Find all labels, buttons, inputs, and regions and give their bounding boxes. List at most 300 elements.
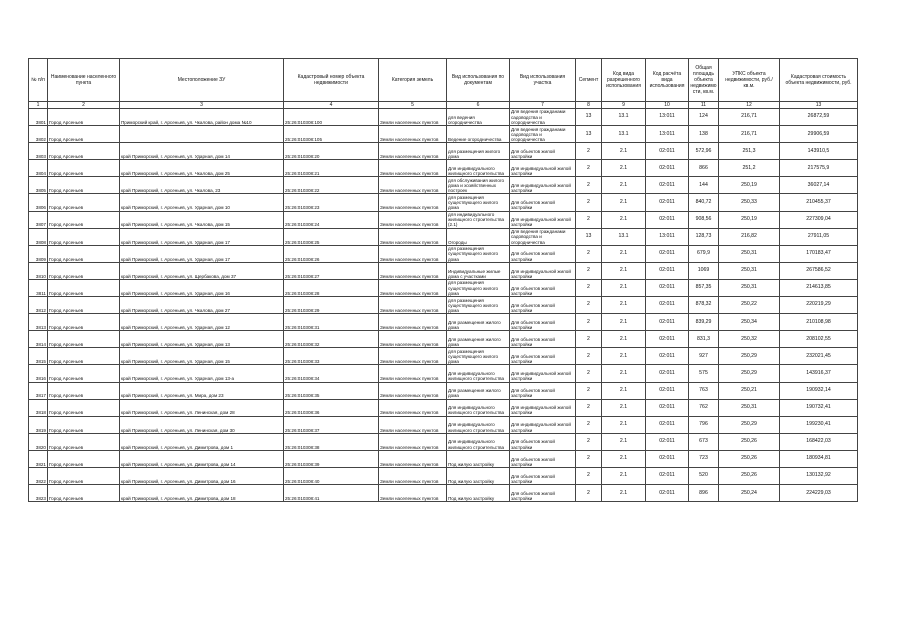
segment-cell: 2 bbox=[576, 467, 602, 484]
column-number: 1 bbox=[29, 102, 48, 109]
column-header: Категория земель bbox=[379, 59, 447, 102]
settlement-name-cell: Город Арсеньев bbox=[48, 126, 120, 143]
cadastral-value-cell: 190732,41 bbox=[780, 399, 858, 416]
row-number-cell: 3803 bbox=[29, 143, 48, 160]
settlement-name-cell: Город Арсеньев bbox=[48, 348, 120, 365]
table-row bbox=[29, 467, 858, 484]
column-number: 2 bbox=[48, 102, 120, 109]
use-by-documents-cell: Для индивидуального жилищного строительства bbox=[447, 160, 510, 177]
cadastral-value-cell: 199230,41 bbox=[780, 416, 858, 433]
segment-cell: 2 bbox=[576, 450, 602, 467]
cadastral-number-cell: 25:26:010308:27 bbox=[284, 262, 379, 279]
use-by-documents-cell: Под жилую застройку bbox=[447, 485, 510, 502]
segment-cell: 2 bbox=[576, 177, 602, 194]
use-calc-code-cell: 02:011 bbox=[646, 245, 689, 262]
table-row bbox=[29, 348, 858, 365]
land-category-cell: Земли населенных пунктов bbox=[379, 467, 447, 484]
land-category-cell: Земли населенных пунктов bbox=[379, 177, 447, 194]
settlement-name-cell: Город Арсеньев bbox=[48, 228, 120, 245]
use-calc-code-cell: 13:011 bbox=[646, 228, 689, 245]
area-cell: 839,29 bbox=[689, 314, 719, 331]
row-number-cell: 3817 bbox=[29, 382, 48, 399]
upks-value-cell: 250,31 bbox=[719, 245, 780, 262]
column-header: Наименование населенного пункта bbox=[48, 59, 120, 102]
plot-location-cell: край Приморский, г. Арсеньев, ул. Ленинская, дом 28 bbox=[120, 399, 284, 416]
plot-location-cell: край Приморский, г. Арсеньев, ул. Ударная, дом 14 bbox=[120, 143, 284, 160]
column-header: Общая площадь объекта недвижимо сти, кв.м. bbox=[689, 59, 719, 102]
column-number: 11 bbox=[689, 102, 719, 109]
area-cell: 896 bbox=[689, 485, 719, 502]
use-calc-code-cell: 02:011 bbox=[646, 279, 689, 296]
column-number: 5 bbox=[379, 102, 447, 109]
permitted-use-code-cell: 2.1 bbox=[602, 160, 646, 177]
cadastral-number-cell: 25:26:010308:20 bbox=[284, 143, 379, 160]
row-number-cell: 3807 bbox=[29, 211, 48, 228]
upks-value-cell: 250,31 bbox=[719, 399, 780, 416]
upks-value-cell: 250,19 bbox=[719, 211, 780, 228]
use-calc-code-cell: 02:011 bbox=[646, 211, 689, 228]
permitted-use-code-cell: 2.1 bbox=[602, 143, 646, 160]
area-cell: 673 bbox=[689, 433, 719, 450]
column-header: Сегмент bbox=[576, 59, 602, 102]
land-category-cell: Земли населенных пунктов bbox=[379, 228, 447, 245]
settlement-name-cell: Город Арсеньев bbox=[48, 331, 120, 348]
header-row bbox=[29, 59, 858, 102]
table-row bbox=[29, 485, 858, 502]
settlement-name-cell: Город Арсеньев bbox=[48, 143, 120, 160]
cadastral-value-cell: 220219,29 bbox=[780, 297, 858, 314]
use-by-documents-cell: для размещения существующего жилого дома bbox=[447, 348, 510, 365]
plot-location-cell: край Приморский, г. Арсеньев, ул. Ленинская, дом 30 bbox=[120, 416, 284, 433]
use-calc-code-cell: 13:011 bbox=[646, 126, 689, 143]
plot-location-cell: край Приморский, г. Арсеньев, ул. Ударная, дом 13-а bbox=[120, 365, 284, 382]
row-number-cell: 3820 bbox=[29, 433, 48, 450]
column-number: 13 bbox=[780, 102, 858, 109]
cadastral-number-cell: 25:26:010308:32 bbox=[284, 331, 379, 348]
upks-value-cell: 250,33 bbox=[719, 194, 780, 211]
cadastral-value-cell: 190932,14 bbox=[780, 382, 858, 399]
upks-value-cell: 250,31 bbox=[719, 262, 780, 279]
cadastral-value-cell: 208102,55 bbox=[780, 331, 858, 348]
cadastral-value-cell: 214613,85 bbox=[780, 279, 858, 296]
permitted-use-code-cell: 2.1 bbox=[602, 485, 646, 502]
cadastral-number-cell: 25:26:010308:25 bbox=[284, 228, 379, 245]
segment-cell: 2 bbox=[576, 433, 602, 450]
upks-value-cell: 250,22 bbox=[719, 297, 780, 314]
settlement-name-cell: Город Арсеньев bbox=[48, 279, 120, 296]
use-by-documents-cell: Под жилую застройку bbox=[447, 450, 510, 467]
settlement-name-cell: Город Арсеньев bbox=[48, 211, 120, 228]
plot-use-cell: Для объектов жилой застройки bbox=[510, 450, 576, 467]
cadastral-value-cell: 232021,45 bbox=[780, 348, 858, 365]
settlement-name-cell: Город Арсеньев bbox=[48, 314, 120, 331]
cadastral-value-cell: 143916,37 bbox=[780, 365, 858, 382]
cadastral-number-cell: 25:26:010308:29 bbox=[284, 297, 379, 314]
cadastral-number-cell: 25:26:010308:31 bbox=[284, 314, 379, 331]
use-calc-code-cell: 02:011 bbox=[646, 143, 689, 160]
row-number-cell: 3809 bbox=[29, 245, 48, 262]
settlement-name-cell: Город Арсеньев bbox=[48, 399, 120, 416]
row-number-cell: 3801 bbox=[29, 109, 48, 126]
area-cell: 520 bbox=[689, 467, 719, 484]
segment-cell: 2 bbox=[576, 194, 602, 211]
cadastral-value-cell: 27911,05 bbox=[780, 228, 858, 245]
settlement-name-cell: Город Арсеньев bbox=[48, 450, 120, 467]
segment-cell: 2 bbox=[576, 297, 602, 314]
use-by-documents-cell: Для индивидуального жилищного строительства bbox=[447, 416, 510, 433]
use-calc-code-cell: 02:011 bbox=[646, 399, 689, 416]
land-category-cell: Земли населенных пунктов bbox=[379, 109, 447, 126]
area-cell: 1069 bbox=[689, 262, 719, 279]
cadastral-number-cell: 25:26:010308:105 bbox=[284, 126, 379, 143]
cadastral-number-cell: 25:26:010308:28 bbox=[284, 279, 379, 296]
cadastral-value-cell: 224229,03 bbox=[780, 485, 858, 502]
plot-location-cell: край Приморский, г. Арсеньев, ул. Ударная, дом 10 bbox=[120, 194, 284, 211]
cadastral-number-cell: 25:26:010308:100 bbox=[284, 109, 379, 126]
use-by-documents-cell: Под жилую застройку bbox=[447, 467, 510, 484]
table-row bbox=[29, 416, 858, 433]
segment-cell: 2 bbox=[576, 160, 602, 177]
column-header: Код расчёта вида использования bbox=[646, 59, 689, 102]
upks-value-cell: 216,82 bbox=[719, 228, 780, 245]
column-number: 7 bbox=[510, 102, 576, 109]
segment-cell: 2 bbox=[576, 314, 602, 331]
table-row bbox=[29, 382, 858, 399]
column-header: Код вида разрешенного использования bbox=[602, 59, 646, 102]
upks-value-cell: 216,71 bbox=[719, 109, 780, 126]
table-row bbox=[29, 228, 858, 245]
upks-value-cell: 250,21 bbox=[719, 382, 780, 399]
use-calc-code-cell: 02:011 bbox=[646, 485, 689, 502]
area-cell: 866 bbox=[689, 160, 719, 177]
land-category-cell: Земли населенных пунктов bbox=[379, 365, 447, 382]
plot-use-cell: Для объектов жилой застройки bbox=[510, 485, 576, 502]
table-row bbox=[29, 211, 858, 228]
area-cell: 144 bbox=[689, 177, 719, 194]
segment-cell: 2 bbox=[576, 382, 602, 399]
area-cell: 878,32 bbox=[689, 297, 719, 314]
cadastral-value-cell: 36027,14 bbox=[780, 177, 858, 194]
plot-use-cell: Для объектов жилой застройки bbox=[510, 314, 576, 331]
use-calc-code-cell: 13:011 bbox=[646, 109, 689, 126]
permitted-use-code-cell: 2.1 bbox=[602, 348, 646, 365]
plot-location-cell bbox=[120, 126, 284, 143]
row-number-cell: 3810 bbox=[29, 262, 48, 279]
upks-value-cell: 216,71 bbox=[719, 126, 780, 143]
column-number-row bbox=[29, 102, 858, 109]
use-by-documents-cell: Для размещения жилого дома bbox=[447, 314, 510, 331]
cadastral-value-cell: 26872,59 bbox=[780, 109, 858, 126]
settlement-name-cell: Город Арсеньев bbox=[48, 177, 120, 194]
cadastral-value-cell: 180934,81 bbox=[780, 450, 858, 467]
use-by-documents-cell: Для размещения жилого дома bbox=[447, 382, 510, 399]
segment-cell: 2 bbox=[576, 211, 602, 228]
use-calc-code-cell: 02:011 bbox=[646, 314, 689, 331]
plot-use-cell: Для индивидуальной жилой застройки bbox=[510, 262, 576, 279]
plot-use-cell: Для ведения гражданами садоводства и огородничества bbox=[510, 228, 576, 245]
plot-use-cell: Для объектов жилой застройки bbox=[510, 297, 576, 314]
cadastral-number-cell: 25:26:010308:38 bbox=[284, 433, 379, 450]
area-cell: 831,3 bbox=[689, 331, 719, 348]
cadastral-value-table bbox=[28, 58, 858, 502]
permitted-use-code-cell: 2.1 bbox=[602, 177, 646, 194]
land-category-cell: Земли населенных пунктов bbox=[379, 348, 447, 365]
use-calc-code-cell: 02:011 bbox=[646, 467, 689, 484]
land-category-cell: Земли населенных пунктов bbox=[379, 211, 447, 228]
cadastral-value-cell: 267586,52 bbox=[780, 262, 858, 279]
land-category-cell: Земли населенных пунктов bbox=[379, 126, 447, 143]
upks-value-cell: 250,26 bbox=[719, 433, 780, 450]
permitted-use-code-cell: 2.1 bbox=[602, 279, 646, 296]
use-by-documents-cell: для ведения огородничества bbox=[447, 109, 510, 126]
plot-location-cell: Приморский край, г. Арсеньев, ул. Чкалова, район дома №10 bbox=[120, 109, 284, 126]
row-number-cell: 3822 bbox=[29, 467, 48, 484]
use-by-documents-cell: Индивидуальные жилые дома с участками bbox=[447, 262, 510, 279]
table-row bbox=[29, 126, 858, 143]
plot-use-cell: Для объектов жилой застройки bbox=[510, 467, 576, 484]
segment-cell: 2 bbox=[576, 365, 602, 382]
permitted-use-code-cell: 2.1 bbox=[602, 297, 646, 314]
permitted-use-code-cell: 2.1 bbox=[602, 416, 646, 433]
column-header: № п/п bbox=[29, 59, 48, 102]
area-cell: 927 bbox=[689, 348, 719, 365]
settlement-name-cell: Город Арсеньев bbox=[48, 382, 120, 399]
area-cell: 857,35 bbox=[689, 279, 719, 296]
area-cell: 723 bbox=[689, 450, 719, 467]
permitted-use-code-cell: 2.1 bbox=[602, 433, 646, 450]
plot-use-cell: Для объектов жилой застройки bbox=[510, 433, 576, 450]
column-header: Кадастровый номер объекта недвижимости bbox=[284, 59, 379, 102]
segment-cell: 13 bbox=[576, 228, 602, 245]
table-row bbox=[29, 245, 858, 262]
land-category-cell: Земли населенных пунктов bbox=[379, 245, 447, 262]
plot-location-cell: край Приморский, г. Арсеньев, ул. Чкалова, дом 25 bbox=[120, 160, 284, 177]
use-calc-code-cell: 02:011 bbox=[646, 348, 689, 365]
cadastral-number-cell: 25:26:010308:22 bbox=[284, 177, 379, 194]
cadastral-number-cell: 25:26:010308:21 bbox=[284, 160, 379, 177]
column-number: 10 bbox=[646, 102, 689, 109]
land-category-cell: Земли населенных пунктов bbox=[379, 382, 447, 399]
settlement-name-cell: Город Арсеньев bbox=[48, 365, 120, 382]
cadastral-number-cell: 25:26:010308:23 bbox=[284, 194, 379, 211]
land-category-cell: Земли населенных пунктов bbox=[379, 279, 447, 296]
upks-value-cell: 250,24 bbox=[719, 485, 780, 502]
segment-cell: 2 bbox=[576, 245, 602, 262]
use-calc-code-cell: 02:011 bbox=[646, 416, 689, 433]
use-calc-code-cell: 02:011 bbox=[646, 194, 689, 211]
row-number-cell: 3808 bbox=[29, 228, 48, 245]
cadastral-number-cell: 25:26:010308:33 bbox=[284, 348, 379, 365]
table-row bbox=[29, 109, 858, 126]
permitted-use-code-cell: 13.1 bbox=[602, 228, 646, 245]
plot-location-cell: край Приморский, г. Арсеньев, ул. Димитрова, дом 16 bbox=[120, 467, 284, 484]
cadastral-value-cell: 170183,47 bbox=[780, 245, 858, 262]
segment-cell: 13 bbox=[576, 126, 602, 143]
row-number-cell: 3823 bbox=[29, 485, 48, 502]
column-number: 12 bbox=[719, 102, 780, 109]
land-category-cell: Земли населенных пунктов bbox=[379, 314, 447, 331]
segment-cell: 2 bbox=[576, 399, 602, 416]
column-number: 4 bbox=[284, 102, 379, 109]
table-row bbox=[29, 399, 858, 416]
upks-value-cell: 250,26 bbox=[719, 467, 780, 484]
table-row bbox=[29, 262, 858, 279]
table-row bbox=[29, 314, 858, 331]
table-body bbox=[29, 109, 858, 502]
plot-use-cell: Для объектов жилой застройки bbox=[510, 143, 576, 160]
plot-use-cell: Для ведения гражданами садоводства и огородничества bbox=[510, 126, 576, 143]
cadastral-number-cell: 25:26:010308:39 bbox=[284, 450, 379, 467]
cadastral-number-cell: 25:26:010308:36 bbox=[284, 399, 379, 416]
land-category-cell: Земли населенных пунктов bbox=[379, 160, 447, 177]
use-by-documents-cell: для размещения существующего жилого дома bbox=[447, 245, 510, 262]
cadastral-number-cell: 25:26:010308:41 bbox=[284, 485, 379, 502]
land-category-cell: Земли населенных пунктов bbox=[379, 433, 447, 450]
cadastral-value-cell: 29906,59 bbox=[780, 126, 858, 143]
upks-value-cell: 250,29 bbox=[719, 365, 780, 382]
segment-cell: 2 bbox=[576, 485, 602, 502]
plot-use-cell: Для индивидуальной жилой застройки bbox=[510, 416, 576, 433]
segment-cell: 2 bbox=[576, 279, 602, 296]
plot-use-cell: Для объектов жилой застройки bbox=[510, 194, 576, 211]
row-number-cell: 3819 bbox=[29, 416, 48, 433]
area-cell: 124 bbox=[689, 109, 719, 126]
use-by-documents-cell: для размещения существующего жилого дома bbox=[447, 297, 510, 314]
table-row bbox=[29, 279, 858, 296]
use-calc-code-cell: 02:011 bbox=[646, 365, 689, 382]
use-by-documents-cell: для обслуживания жилого дома и хозяйственных построек bbox=[447, 177, 510, 194]
area-cell: 138 bbox=[689, 126, 719, 143]
land-category-cell: Земли населенных пунктов bbox=[379, 331, 447, 348]
area-cell: 679,9 bbox=[689, 245, 719, 262]
upks-value-cell: 250,31 bbox=[719, 279, 780, 296]
plot-use-cell: Для индивидуальной жилой застройки bbox=[510, 160, 576, 177]
cadastral-value-cell: 143910,5 bbox=[780, 143, 858, 160]
plot-location-cell: край Приморский, г. Арсеньев, ул. Чкалова, дом 15 bbox=[120, 211, 284, 228]
upks-value-cell: 250,19 bbox=[719, 177, 780, 194]
use-by-documents-cell: Для размещения жилого дома bbox=[447, 331, 510, 348]
row-number-cell: 3806 bbox=[29, 194, 48, 211]
plot-location-cell: край Приморский, г. Арсеньев, ул. Димитрова, дом 18 bbox=[120, 485, 284, 502]
plot-location-cell: край Приморский, г. Арсеньев, ул. Ударная, дом 13 bbox=[120, 331, 284, 348]
column-header: Местоположение ЗУ bbox=[120, 59, 284, 102]
column-number: 8 bbox=[576, 102, 602, 109]
use-by-documents-cell: для индивидуального жилищного строительства (2.1) bbox=[447, 211, 510, 228]
permitted-use-code-cell: 2.1 bbox=[602, 262, 646, 279]
cadastral-number-cell: 25:26:010308:34 bbox=[284, 365, 379, 382]
column-header: УПКС объекта недвижимости, руб./кв.м. bbox=[719, 59, 780, 102]
use-calc-code-cell: 02:011 bbox=[646, 331, 689, 348]
use-by-documents-cell: Для индивидуального жилищного строительства bbox=[447, 399, 510, 416]
table-row bbox=[29, 194, 858, 211]
row-number-cell: 3821 bbox=[29, 450, 48, 467]
permitted-use-code-cell: 13.1 bbox=[602, 109, 646, 126]
settlement-name-cell: Город Арсеньев bbox=[48, 297, 120, 314]
row-number-cell: 3813 bbox=[29, 314, 48, 331]
use-calc-code-cell: 02:011 bbox=[646, 160, 689, 177]
cadastral-value-cell: 210108,98 bbox=[780, 314, 858, 331]
row-number-cell: 3802 bbox=[29, 126, 48, 143]
plot-location-cell: край Приморский, г. Арсеньев, ул. Ударная, дом 15 bbox=[120, 348, 284, 365]
use-calc-code-cell: 02:011 bbox=[646, 433, 689, 450]
cadastral-number-cell: 25:26:010308:37 bbox=[284, 416, 379, 433]
plot-location-cell: край Приморский, г. Арсеньев, ул. Чкалова, 23 bbox=[120, 177, 284, 194]
land-category-cell: Земли населенных пунктов bbox=[379, 399, 447, 416]
column-header: Вид использования по документам bbox=[447, 59, 510, 102]
land-category-cell: Земли населенных пунктов bbox=[379, 194, 447, 211]
cadastral-number-cell: 25:26:010308:40 bbox=[284, 467, 379, 484]
plot-location-cell: край Приморский, г. Арсеньев, ул. Щербакова, дом 37 bbox=[120, 262, 284, 279]
column-header: Вид использования участка bbox=[510, 59, 576, 102]
segment-cell: 13 bbox=[576, 109, 602, 126]
plot-location-cell: край Приморский, г. Арсеньев, ул. Ударная, дом 16 bbox=[120, 279, 284, 296]
permitted-use-code-cell: 2.1 bbox=[602, 399, 646, 416]
permitted-use-code-cell: 2.1 bbox=[602, 382, 646, 399]
settlement-name-cell: Город Арсеньев bbox=[48, 485, 120, 502]
table-row bbox=[29, 143, 858, 160]
row-number-cell: 3818 bbox=[29, 399, 48, 416]
settlement-name-cell: Город Арсеньев bbox=[48, 194, 120, 211]
plot-use-cell: Для индивидуальной жилой застройки bbox=[510, 177, 576, 194]
land-category-cell: Земли населенных пунктов bbox=[379, 143, 447, 160]
permitted-use-code-cell: 2.1 bbox=[602, 245, 646, 262]
plot-location-cell: край Приморский, г. Арсеньев, ул. Ударная, дом 17 bbox=[120, 245, 284, 262]
settlement-name-cell: Город Арсеньев bbox=[48, 467, 120, 484]
row-number-cell: 3805 bbox=[29, 177, 48, 194]
land-category-cell: Земли населенных пунктов bbox=[379, 450, 447, 467]
use-by-documents-cell: Для индивидуального жилищного строительства bbox=[447, 365, 510, 382]
permitted-use-code-cell: 13.1 bbox=[602, 126, 646, 143]
cadastral-number-cell: 25:26:010308:24 bbox=[284, 211, 379, 228]
cadastral-value-cell: 217575,9 bbox=[780, 160, 858, 177]
area-cell: 128,73 bbox=[689, 228, 719, 245]
table-row bbox=[29, 433, 858, 450]
use-calc-code-cell: 02:011 bbox=[646, 382, 689, 399]
area-cell: 796 bbox=[689, 416, 719, 433]
area-cell: 763 bbox=[689, 382, 719, 399]
segment-cell: 2 bbox=[576, 143, 602, 160]
plot-use-cell: Для объектов жилой застройки bbox=[510, 331, 576, 348]
area-cell: 572,96 bbox=[689, 143, 719, 160]
land-category-cell: Земли населенных пунктов bbox=[379, 297, 447, 314]
area-cell: 908,56 bbox=[689, 211, 719, 228]
segment-cell: 2 bbox=[576, 416, 602, 433]
settlement-name-cell: Город Арсеньев bbox=[48, 245, 120, 262]
cadastral-number-cell: 25:26:010308:26 bbox=[284, 245, 379, 262]
table-row bbox=[29, 331, 858, 348]
cadastral-value-cell: 130132,92 bbox=[780, 467, 858, 484]
plot-location-cell: край Приморский, г. Арсеньев, ул. Ударная, дом 17 bbox=[120, 228, 284, 245]
table-row bbox=[29, 365, 858, 382]
settlement-name-cell: Город Арсеньев bbox=[48, 262, 120, 279]
area-cell: 840,72 bbox=[689, 194, 719, 211]
area-cell: 575 bbox=[689, 365, 719, 382]
permitted-use-code-cell: 2.1 bbox=[602, 331, 646, 348]
plot-use-cell: Для индивидуальной жилой застройки bbox=[510, 211, 576, 228]
segment-cell: 2 bbox=[576, 348, 602, 365]
permitted-use-code-cell: 2.1 bbox=[602, 365, 646, 382]
column-number: 3 bbox=[120, 102, 284, 109]
segment-cell: 2 bbox=[576, 262, 602, 279]
upks-value-cell: 251,2 bbox=[719, 160, 780, 177]
cadastral-value-cell: 168422,03 bbox=[780, 433, 858, 450]
upks-value-cell: 251,3 bbox=[719, 143, 780, 160]
cadastral-number-cell: 25:26:010308:35 bbox=[284, 382, 379, 399]
upks-value-cell: 250,34 bbox=[719, 314, 780, 331]
upks-value-cell: 250,29 bbox=[719, 416, 780, 433]
permitted-use-code-cell: 2.1 bbox=[602, 467, 646, 484]
settlement-name-cell: Город Арсеньев bbox=[48, 416, 120, 433]
